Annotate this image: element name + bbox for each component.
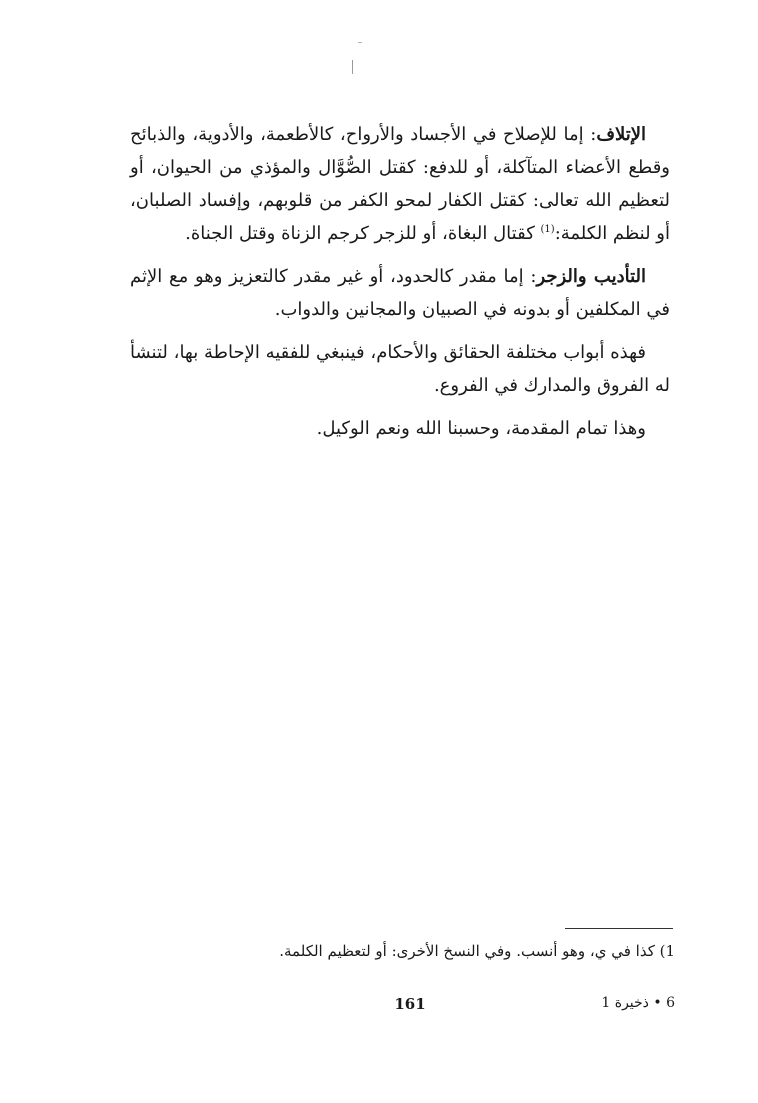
paragraph-text: : إما للإصلاح في الأجساد والأرواح، كالأطعمة، والأدوية، والذبائح وقطع الأعضاء المتآكلة، أو للدفع: كقتل الصُّوَّال والمؤذي من الحيوان، أو لتعظيم الله تعالى: كقتل الكفار لمحو الكفر من قلوبهم، وإفساد الصلبان، أو لنظم الكلمة:: [130, 124, 670, 244]
signature-mark: 6 • ذخيرة 1: [601, 995, 675, 1011]
paragraph-closing: [130, 412, 670, 445]
paragraph-conclusion: [130, 336, 670, 402]
footnote: 1) كذا في ي، وهو أنسب. وفي النسخ الأخرى: أو لتعظيم الكلمة.: [279, 942, 675, 960]
footnote-separator: [565, 928, 673, 929]
paragraph-text: وهذا تمام المقدمة، وحسبنا الله ونعم الوكيل.: [316, 418, 646, 439]
main-text: [130, 118, 670, 455]
paragraph-text: كقتال البغاة، أو للزجر كرجم الزناة وقتل الجناة.: [185, 223, 541, 244]
term-itlaf: الإتلاف: [596, 124, 646, 145]
scan-artifact: [358, 42, 362, 43]
term-tadib: التأديب والزجر: [536, 266, 646, 287]
footnote-reference: (1): [540, 224, 555, 235]
scan-artifact: [352, 60, 353, 74]
paragraph-text: فهذه أبواب مختلفة الحقائق والأحكام، فينبغي للفقيه الإحاطة بها، لتنشأ له الفروق والمدارك في الفروع.: [130, 342, 670, 396]
page-number: 161: [394, 995, 426, 1013]
paragraph-tadib: [130, 260, 670, 326]
paragraph-itlaf: [130, 118, 670, 250]
paragraph-text: : إما مقدر كالحدود، أو غير مقدر كالتعزيز وهو مع الإثم في المكلفين أو بدونه في الصبيان والمجانين والدواب.: [130, 266, 670, 320]
